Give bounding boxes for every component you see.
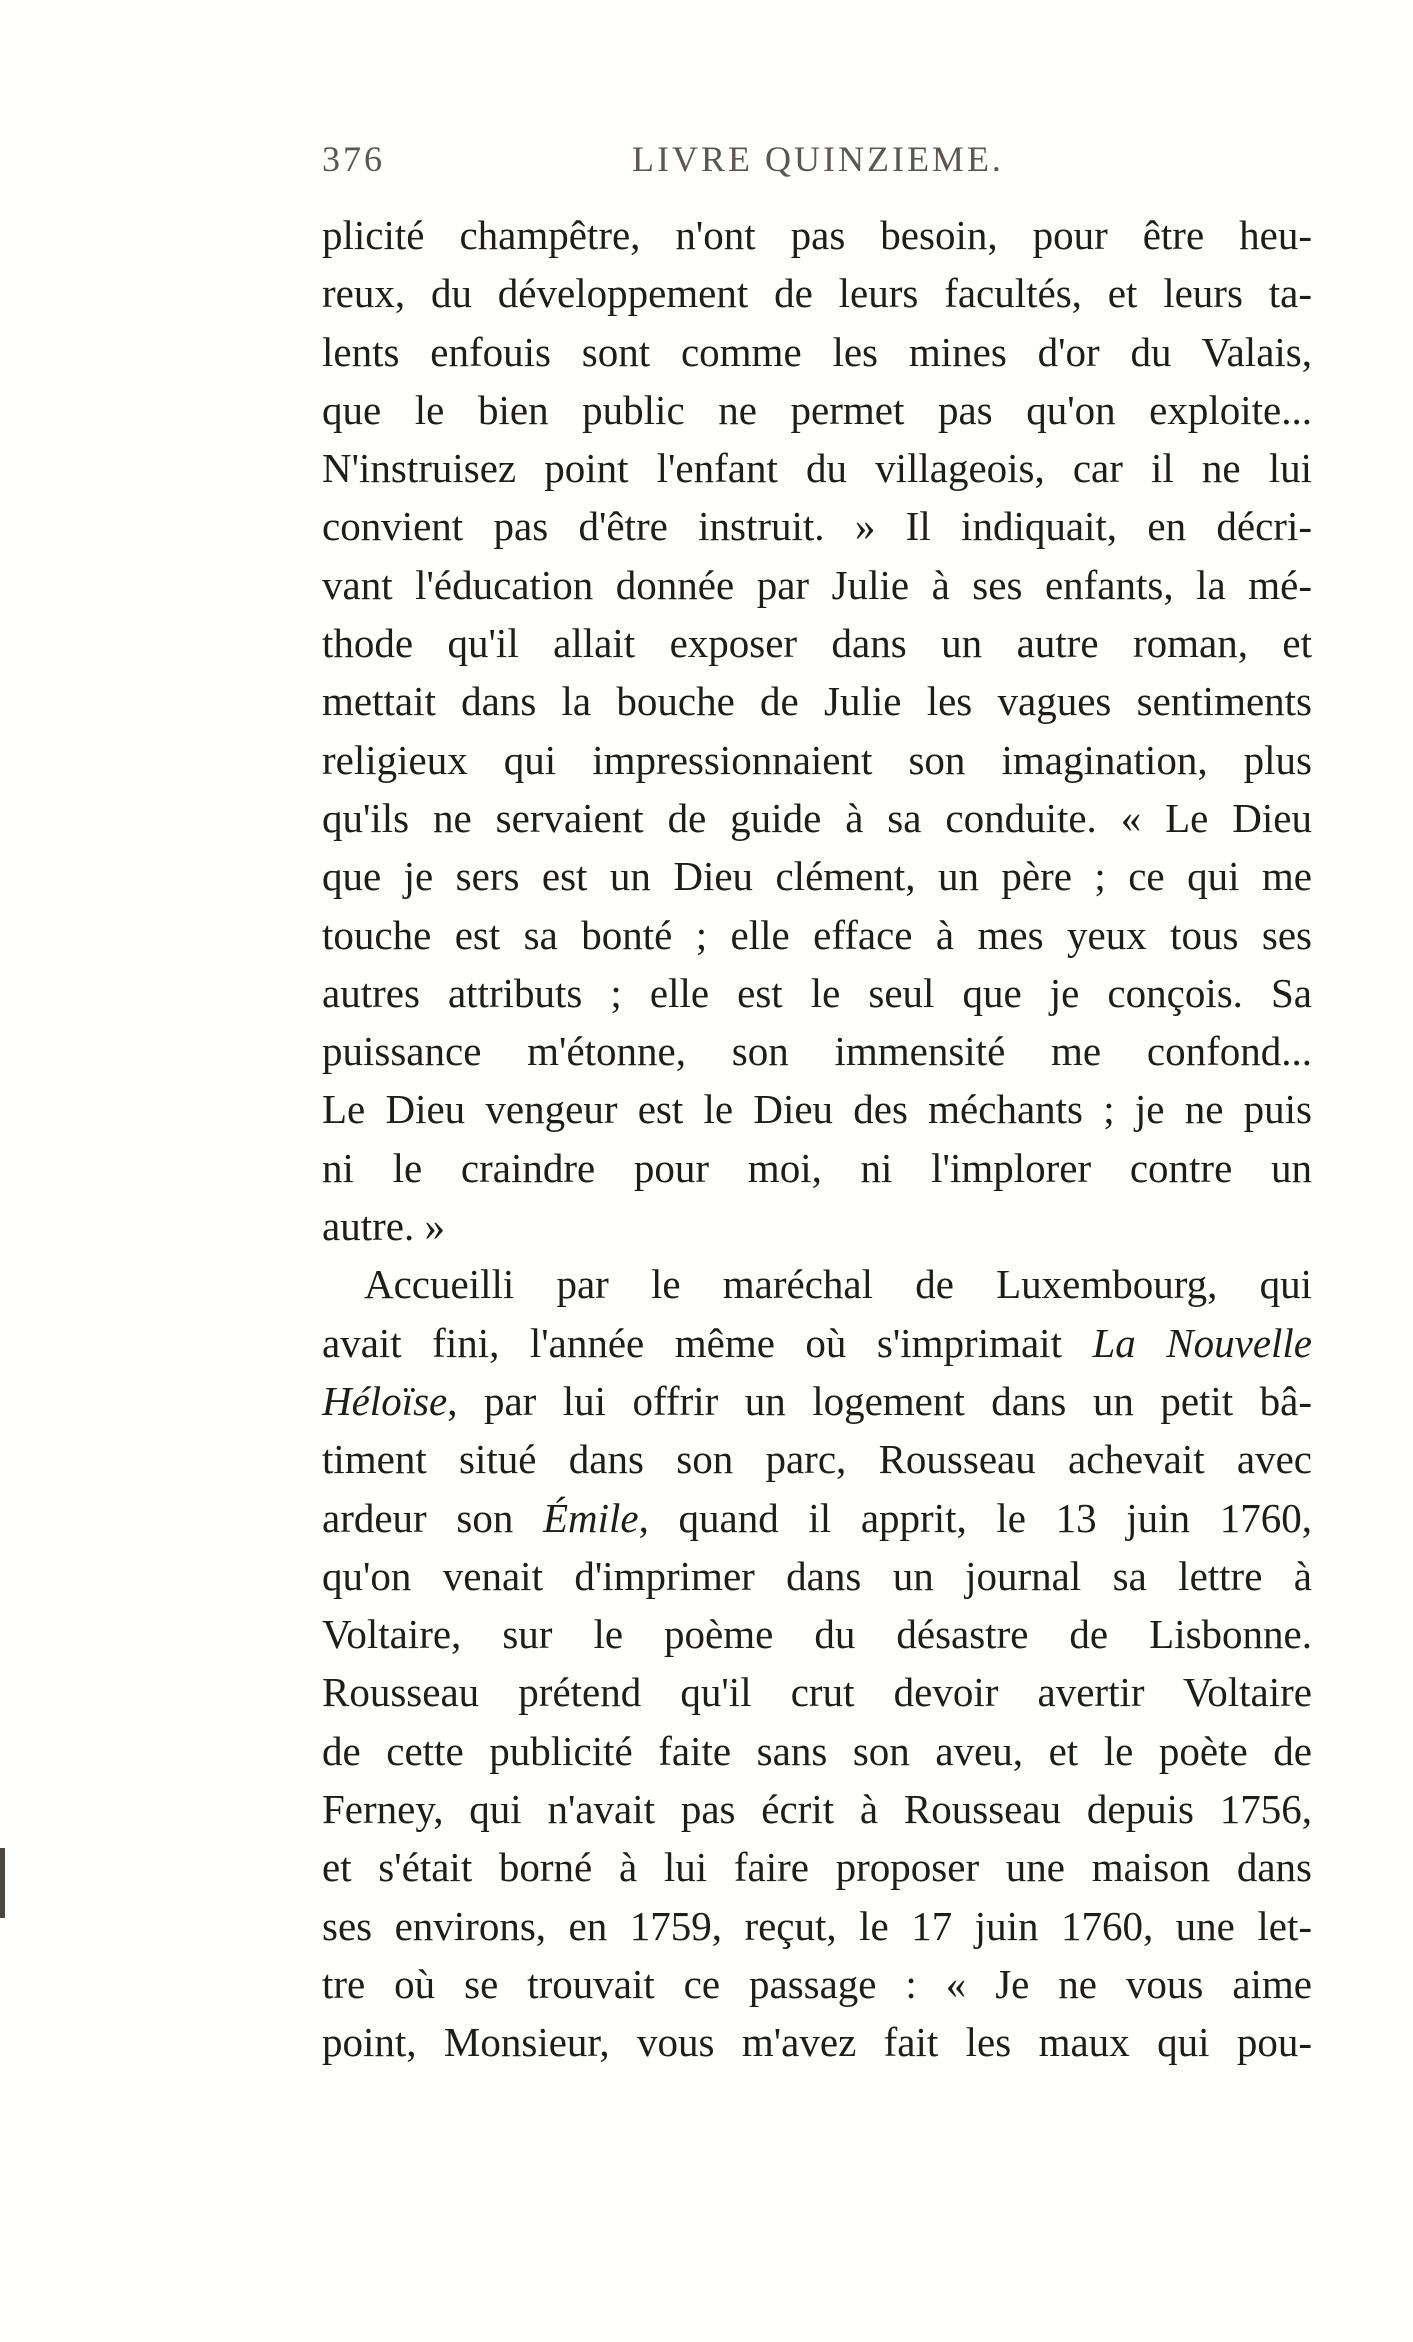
text-line: et s'était borné à lui faire proposer une maison dans — [322, 1844, 1312, 1891]
scan-margin-mark — [0, 1848, 5, 1918]
text-line: Voltaire, sur le poème du désastre de Lisbonne. — [322, 1611, 1312, 1658]
running-head — [322, 138, 1312, 188]
text-line: lents enfouis sont comme les mines d'or du Valais, — [322, 328, 1312, 375]
text-segment: ardeur son — [322, 1494, 543, 1541]
italic-title: Émile — [542, 1494, 639, 1541]
text-line: convient pas d'être instruit. » Il indiquait, en décri- — [322, 503, 1312, 550]
text-line: qu'ils ne servaient de guide à sa conduite. « Le Dieu — [322, 794, 1312, 841]
text-line: plicité champêtre, n'ont pas besoin, pour être heu- — [322, 212, 1312, 258]
body-text — [322, 206, 1312, 2072]
text-line: Rousseau prétend qu'il crut devoir avertir Voltaire — [322, 1669, 1312, 1716]
text-line: touche est sa bonté ; elle efface à mes yeux tous ses — [322, 911, 1312, 958]
text-line: mettait dans la bouche de Julie les vagues sentiments — [322, 678, 1312, 725]
text-line: ni le craindre pour moi, ni l'implorer contre un — [322, 1144, 1312, 1191]
chapter-title: LIVRE QUINZIEME. — [632, 139, 1004, 179]
text-line: Ferney, qui n'avait pas écrit à Rousseau depuis 1756, — [322, 1786, 1312, 1833]
text-line: que le bien public ne permet pas qu'on exploite... — [322, 386, 1312, 433]
text-segment: , par lui offrir un logement dans un petit bâ- — [447, 1377, 1312, 1424]
text-line: point, Monsieur, vous m'avez fait les maux qui pou- — [322, 2019, 1312, 2066]
text-segment: avait fini, l'année même où s'imprimait — [322, 1319, 1093, 1366]
text-line: timent situé dans son parc, Rousseau achevait avec — [322, 1436, 1312, 1483]
text-line: ses environs, en 1759, reçut, le 17 juin 1760, une let- — [322, 1902, 1312, 1949]
italic-title: La Nouvelle — [1092, 1319, 1312, 1366]
page-number: 376 — [322, 139, 385, 179]
text-line: autre. » — [322, 1203, 445, 1250]
text-segment: , quand il apprit, le 13 juin 1760, — [638, 1494, 1312, 1541]
text-line: puissance m'étonne, son immensité me confond... — [322, 1028, 1312, 1075]
text-line-with-italic — [322, 1314, 1312, 1372]
text-line-with-italic — [322, 1489, 1312, 1547]
text-line: qu'on venait d'imprimer dans un journal sa lettre à — [322, 1552, 1312, 1599]
text-line: thode qu'il allait exposer dans un autre roman, et — [322, 620, 1312, 667]
text-line: Accueilli par le maréchal de Luxembourg, qui — [364, 1261, 1312, 1308]
text-line-with-italic — [322, 1372, 1312, 1430]
text-line: autres attributs ; elle est le seul que je conçois. Sa — [322, 969, 1312, 1016]
text-line: tre où se trouvait ce passage : « Je ne vous aime — [322, 1960, 1312, 2007]
text-line: reux, du développement de leurs facultés, et leurs ta- — [322, 270, 1312, 317]
text-line: religieux qui impressionnaient son imagination, plus — [322, 736, 1312, 783]
text-line: que je sers est un Dieu clément, un père ; ce qui me — [322, 853, 1312, 900]
text-line: vant l'éducation donnée par Julie à ses enfants, la mé- — [322, 561, 1312, 608]
text-line: Le Dieu vengeur est le Dieu des méchants ; je ne puis — [322, 1086, 1312, 1133]
text-line: de cette publicité faite sans son aveu, et le poète de — [322, 1727, 1312, 1774]
text-line: N'instruisez point l'enfant du villageois, car il ne lui — [322, 445, 1312, 492]
italic-title: Héloïse — [322, 1377, 448, 1424]
